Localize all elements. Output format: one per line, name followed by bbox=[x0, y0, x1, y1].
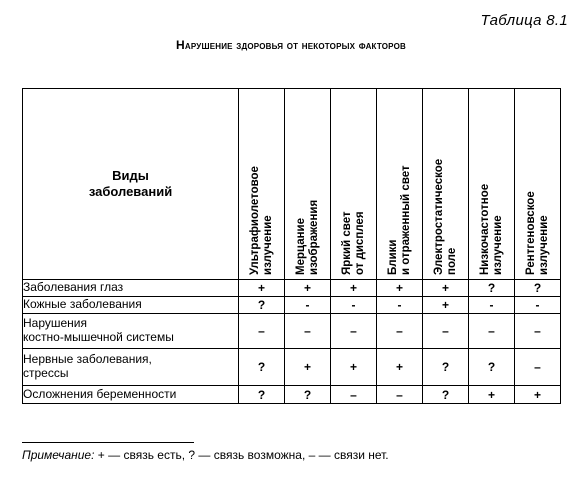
table-cell: – bbox=[285, 314, 331, 349]
table-cell: - bbox=[331, 297, 377, 314]
footnote-label: Примечание: bbox=[22, 448, 95, 462]
column-header-glare bbox=[377, 89, 423, 280]
table-cell: + bbox=[515, 386, 561, 404]
column-header-line: изображения bbox=[307, 199, 320, 275]
column-header-line: поле bbox=[445, 247, 458, 275]
table-row bbox=[23, 280, 561, 297]
table-caption: Таблица 8.1 bbox=[480, 12, 568, 29]
column-header-flicker bbox=[285, 89, 331, 280]
row-label: Кожные заболевания bbox=[23, 297, 239, 314]
column-header-uv bbox=[239, 89, 285, 280]
table-cell: ? bbox=[239, 386, 285, 404]
column-header-line: излучение bbox=[537, 215, 550, 275]
table-cell: – bbox=[423, 314, 469, 349]
column-header-line: излучение bbox=[261, 215, 274, 275]
table-cell: + bbox=[331, 349, 377, 386]
table-cell: ? bbox=[239, 297, 285, 314]
table-cell: - bbox=[285, 297, 331, 314]
table-cell: – bbox=[331, 386, 377, 404]
table-cell: - bbox=[469, 297, 515, 314]
column-header-line: от дисплея bbox=[353, 211, 366, 275]
table-cell: + bbox=[423, 280, 469, 297]
table-cell: + bbox=[377, 280, 423, 297]
column-header-line: Блики bbox=[386, 239, 399, 275]
table-cell: + bbox=[285, 280, 331, 297]
table-row bbox=[23, 386, 561, 404]
row-label: Заболевания глаз bbox=[23, 280, 239, 297]
table-cell: – bbox=[239, 314, 285, 349]
column-header-line: Электростатическое bbox=[432, 158, 445, 275]
row-label: Осложнения беременности bbox=[23, 386, 239, 404]
table-cell: + bbox=[423, 297, 469, 314]
table-cell: ? bbox=[469, 349, 515, 386]
table-cell: ? bbox=[469, 280, 515, 297]
table-cell: ? bbox=[239, 349, 285, 386]
table-cell: – bbox=[469, 314, 515, 349]
table-row bbox=[23, 314, 561, 349]
table-cell: ? bbox=[423, 349, 469, 386]
table-cell: + bbox=[469, 386, 515, 404]
table-cell: + bbox=[285, 349, 331, 386]
row-label: Нервные заболевания, стрессы bbox=[23, 349, 239, 386]
corner-header-line-1: Виды bbox=[112, 168, 149, 184]
column-header-line: Рентгеновское bbox=[524, 191, 537, 275]
column-header-line: излучение bbox=[491, 215, 504, 275]
column-header-line: Низкочастотное bbox=[478, 183, 491, 275]
column-header-line: и отраженный свет bbox=[399, 165, 412, 275]
table-cell: – bbox=[377, 314, 423, 349]
health-factors-table bbox=[22, 88, 561, 404]
footnote bbox=[22, 448, 389, 462]
table-cell: ? bbox=[285, 386, 331, 404]
table-cell: - bbox=[515, 297, 561, 314]
table-cell: – bbox=[515, 349, 561, 386]
column-header-low-frequency bbox=[469, 89, 515, 280]
column-header-xray bbox=[515, 89, 561, 280]
corner-header bbox=[23, 89, 239, 280]
table-row bbox=[23, 349, 561, 386]
table-cell: ? bbox=[423, 386, 469, 404]
table-row bbox=[23, 297, 561, 314]
column-header-line: Ультрафиолетовое bbox=[248, 166, 261, 275]
table-cell: + bbox=[331, 280, 377, 297]
header-row bbox=[23, 89, 561, 280]
column-header-line: Мерцание bbox=[294, 217, 307, 275]
footnote-rule bbox=[22, 442, 194, 443]
row-label: Нарушения костно-мышечной системы bbox=[23, 314, 239, 349]
table-cell: ? bbox=[515, 280, 561, 297]
table-cell: – bbox=[515, 314, 561, 349]
table-cell: + bbox=[239, 280, 285, 297]
column-header-electrostatic bbox=[423, 89, 469, 280]
table-cell: – bbox=[331, 314, 377, 349]
corner-header-line-2: заболеваний bbox=[88, 184, 173, 199]
column-header-bright-light bbox=[331, 89, 377, 280]
column-header-line: Яркий свет bbox=[340, 211, 353, 275]
table-cell: – bbox=[377, 386, 423, 404]
table-title: Нарушение здоровья от некоторых факторов bbox=[176, 38, 406, 52]
table-cell: + bbox=[377, 349, 423, 386]
table-cell: - bbox=[377, 297, 423, 314]
footnote-text: + — связь есть, ? — связь возможна, – — связи нет. bbox=[94, 448, 389, 462]
